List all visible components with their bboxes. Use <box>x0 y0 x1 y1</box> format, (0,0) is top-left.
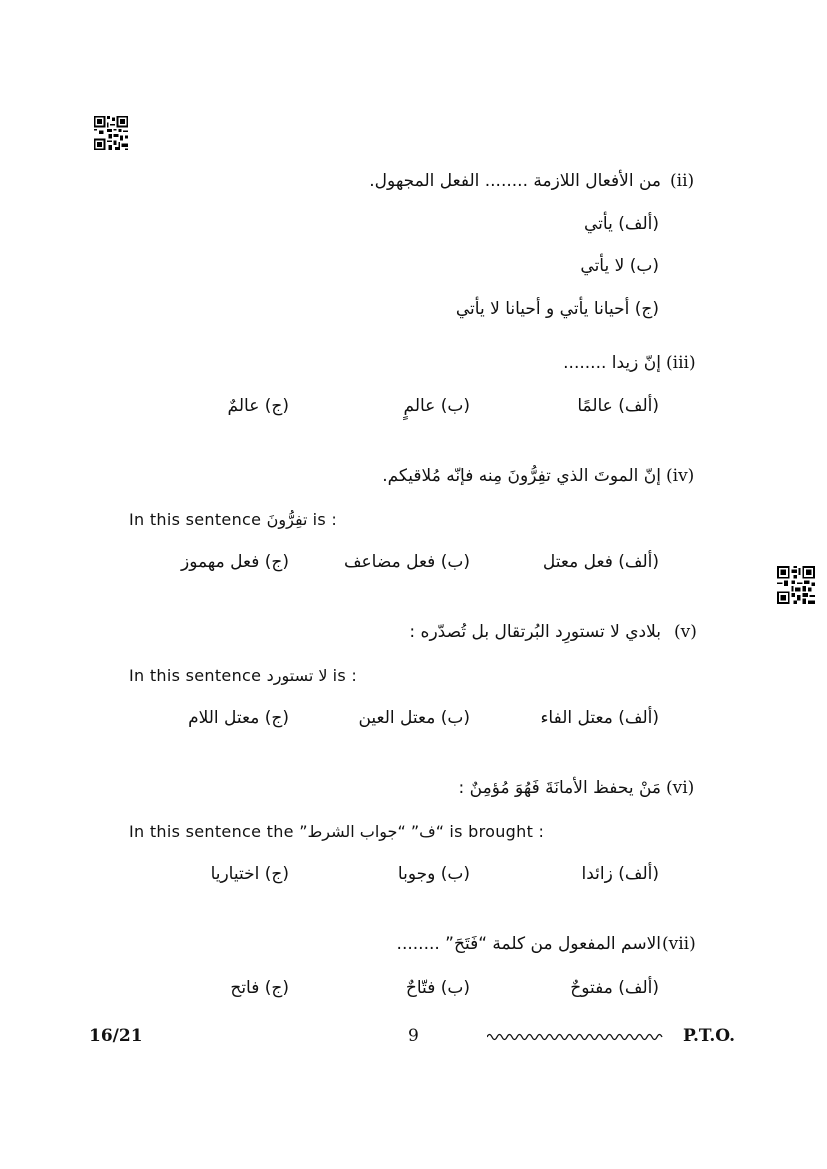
option-alif: (ألف) زائدا <box>581 864 659 884</box>
wavy-line-divider <box>487 1030 663 1044</box>
qr-code-right <box>777 566 815 604</box>
question-text: مَنْ يحفظ الأمانَةَ فَهُوَ مُؤمِنٌ : <box>458 778 661 798</box>
option-jim: (ج) فعل مهموز <box>180 552 289 572</box>
option-alif: (ألف) فعل معتل <box>542 552 659 572</box>
option-ba: (ب) فتّاحٌ <box>405 978 470 998</box>
prompt-end: is : <box>312 510 338 529</box>
question-prompt <box>129 665 357 687</box>
qr-code-top-left <box>94 116 128 150</box>
prompt-start: In this sentence <box>129 510 262 529</box>
prompt-end: is : <box>332 666 358 685</box>
question-number: (iv) <box>666 466 695 486</box>
question-text: من الأفعال اللازمة ........ الفعل المجهول. <box>369 171 661 191</box>
prompt-start: In this sentence the <box>129 822 294 841</box>
option-jim: (ج) فاتح <box>230 978 289 998</box>
prompt-arabic-word: لا تستورد <box>266 666 328 685</box>
question-number: (vii) <box>662 934 696 954</box>
option-ba: (ب) معتل العين <box>358 708 470 728</box>
prompt-arabic-word: تفِرُّونَ <box>266 510 308 529</box>
option-alif: (ألف) يأتي <box>584 214 659 234</box>
prompt-start: In this sentence <box>129 666 262 685</box>
question-number: (ii) <box>670 171 695 191</box>
option-ba: (ب) لا يأتي <box>580 256 659 276</box>
prompt-arabic-word: “ف” “جواب الشرط” <box>299 822 445 841</box>
option-alif: (ألف) مفتوحٌ <box>570 978 659 998</box>
page-number: 9 <box>408 1026 419 1046</box>
question-text: إنّ زيدا ........ <box>563 353 661 373</box>
question-text: الاسم المفعول من كلمة “فَتَحَ” ........ <box>396 934 661 954</box>
option-ba: (ب) وجوبا <box>397 864 470 884</box>
question-number: (vi) <box>666 778 695 798</box>
option-ba: (ب) فعل مضاعف <box>343 552 470 572</box>
question-number: (v) <box>674 622 697 642</box>
option-ba: (ب) عالمٍ <box>403 396 470 416</box>
question-prompt <box>129 509 337 531</box>
paper-code: 16/21 <box>89 1026 143 1046</box>
prompt-end: is brought : <box>449 822 545 841</box>
please-turn-over: P.T.O. <box>683 1026 735 1046</box>
option-alif: (ألف) عالمًا <box>577 396 659 416</box>
question-text: إنّ الموتَ الذي تفِرُّونَ مِنه فإنّه مُلاقيكم. <box>382 466 661 486</box>
option-jim: (ج) معتل اللام <box>188 708 289 728</box>
question-text: بلادي لا تستورِد البُرتقال بل تُصدّره : <box>409 622 661 642</box>
question-prompt <box>129 821 544 843</box>
option-alif: (ألف) معتل الفاء <box>540 708 659 728</box>
option-jim: (ج) عالمٌ <box>227 396 289 416</box>
option-jim: (ج) أحيانا يأتي و أحيانا لا يأتي <box>455 299 659 319</box>
option-jim: (ج) اختياريا <box>210 864 289 884</box>
question-number: (iii) <box>666 353 696 373</box>
